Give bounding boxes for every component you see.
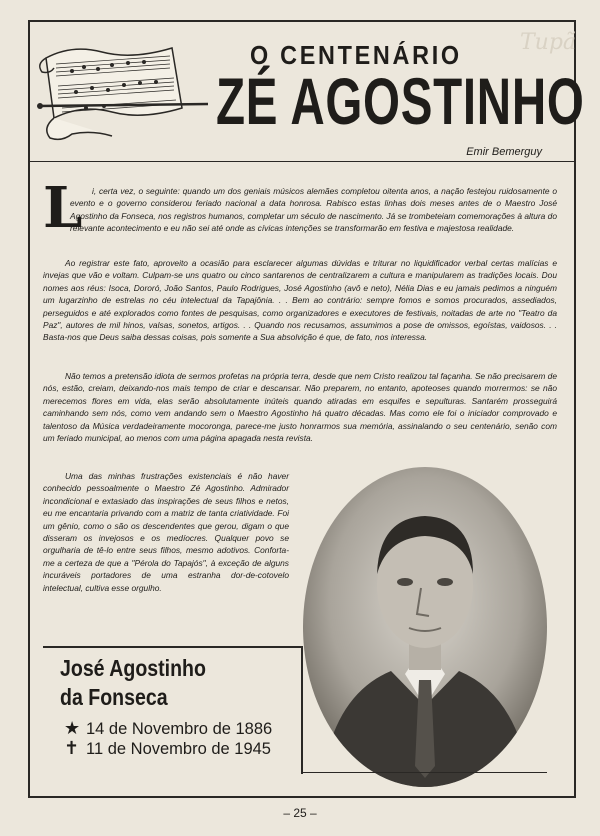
star-icon: ★ (64, 718, 81, 738)
caption-box-rule (301, 772, 547, 773)
paragraph-2-text: Ao registrar este fato, aproveito a ocasião para esclarecer algumas dúvidas e triturar no liquidificador verbal certas malícias e invejas que vão e voltam. Culpam-se uns quatro ou cinco santarenos de centralizarem a cultura e manipularem as tradições locais. Dou nomes aos réus: Isoca, Dororó, João Santos, Paulo Rodrigues, José Agostinho (avô e neto), Nélia Dias e eu jamais pedimos a ninguém um lugarzinho de estrelas no céu intelectual da Tapajônia. . . Bem ao contrário: sempre fomos e somos procurados, assediados, perseguidos e até explorados como fontes de pesquisas, como organizadores e executores de festivais, noitadas de arte no "Teatro da Paz", autores de mil hinos, valsas, sonetos, artigos. . . Quando nos recusamos, assumimos a pose de omissos, egoístas, vaidosos. . . Basta-nos que Deus saiba dessas coisas, pois somente a Sua absolvição é que, de fato, nos interessa. (43, 258, 557, 343)
music-scroll-illustration (32, 38, 210, 148)
title-line-1: O CENTENÁRIO (250, 40, 462, 70)
paragraph-2 (43, 257, 557, 344)
paragraph-4-text: Uma das minhas frustrações existenciais é não haver conhecido pessoalmente o Maestro Zé Agostinho. Admirador incondicional e extasiado das inspirações de seus filhos e netos, eu me encantaria privando com a matriz de tanta criatividade. Foi um gênio, como o são os descendentes que gerou, digam o que disseram os invejosos e os medíocres. Qualquer povo se orgulharia de tê-lo entre seus filhos, mesmo adotivos. Conforta-me a certeza de que a "Pérola do Tapajós", à exceção de alguns incuráveis portadores de uma estranha dor-de-cotovelo intelectual, cultiva esse orgulho. (43, 471, 289, 593)
cross-icon: ✝ (64, 738, 80, 758)
drop-cap: L (43, 175, 83, 241)
name-line-2: da Fonseca (60, 684, 168, 710)
birth-date-line (64, 718, 272, 739)
bleed-through-text: Tupã (520, 30, 577, 55)
birth-date: 14 de Novembro de 1886 (86, 720, 273, 738)
death-date-line (64, 738, 271, 759)
header-rule (30, 161, 574, 162)
page-number: – 25 – (283, 806, 317, 820)
paragraph-3 (43, 370, 557, 444)
author-byline: Emir Bemerguy (466, 146, 542, 158)
paragraph-4 (43, 470, 289, 594)
title-line-2: ZÉ AGOSTINHO (216, 64, 585, 138)
death-date: 11 de Novembro de 1945 (86, 740, 271, 758)
portrait-photo (301, 466, 549, 788)
frame-bottom-rule (28, 796, 576, 798)
paragraph-3-text: Não temos a pretensão idiota de sermos profetas na própria terra, desde que nem Cristo realizou tal façanha. Se não precisarem de nós, estão, creiam, deixando-nos mais tempo de criar e descansar. Não preparem, no entanto, apoteoses quando morrermos: se não merecemos flores em vida, elas serão absolutamente inúteis quando atiradas em esquifes e sepulturas. Santarém prosseguirá caminhando sem nós, como vem andando sem o Maestro Agostinho há quatro décadas. Mas como ele foi o iniciador comprovado e talentoso da Música verdadeiramente mocoronga, parece-me justo honrarmos sua memória, assinalando o seu centenário, senão com um feriado municipal, ao menos com uma página apagada nesta revista. (43, 371, 557, 444)
name-line-1: José Agostinho (60, 655, 206, 681)
paragraph-1-text: i, certa vez, o seguinte: quando um dos geniais músicos alemães completou oitenta anos, a nação festejou ruidosamente o evento e o governo considerou feriado nacional a data honrosa. Rabisco estas linhas dois meses antes de o Maestro José Agostinho da Fonseca, nos registros humanos, completar um século de nascimento. Já se trombeteiam comemorações à altura do relevante acontecimento e eu não sei até onde as cívicas intenções se transformarão em festiva e majestosa realidade. (70, 186, 557, 234)
paragraph-1 (70, 185, 557, 235)
